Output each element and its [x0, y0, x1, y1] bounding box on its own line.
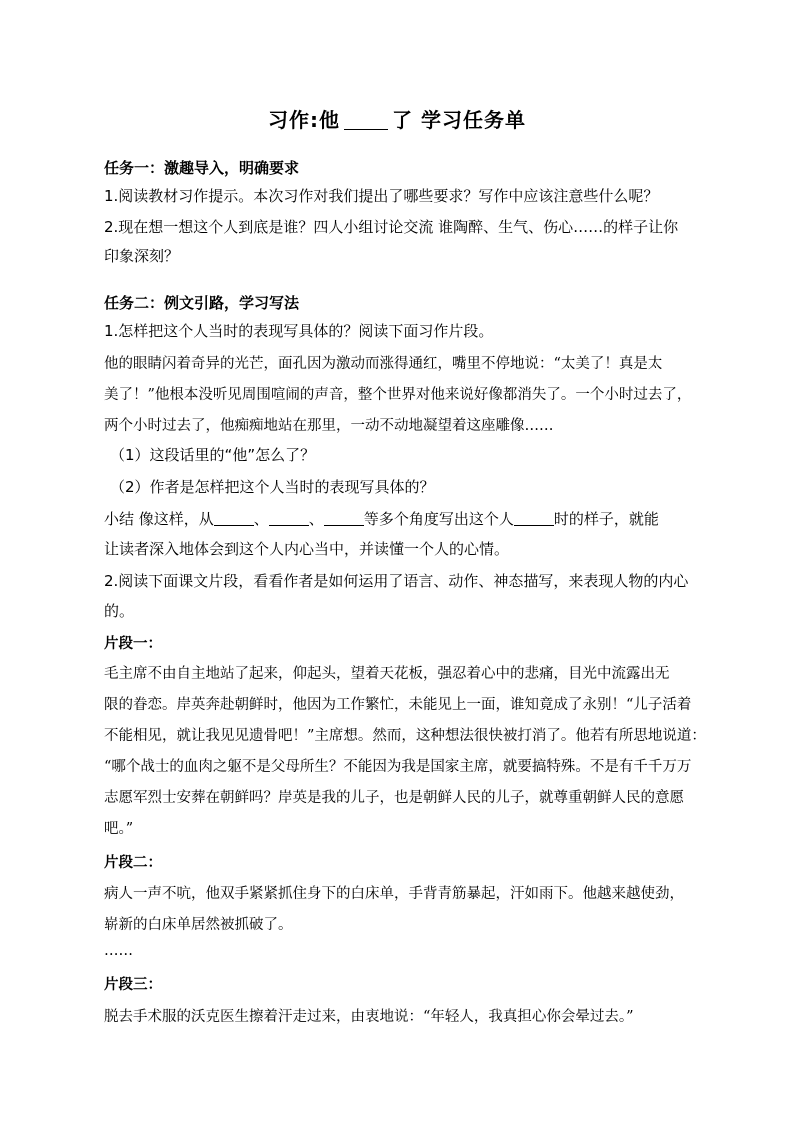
fill-blank[interactable]	[324, 511, 364, 526]
excerpt1-line: 吧。”	[104, 821, 134, 837]
task2-item2-line2: 的。	[104, 602, 135, 620]
fill-blank[interactable]	[269, 511, 309, 526]
excerpt3-label: 片段三：	[104, 976, 162, 993]
title-suffix: 了 学习任务单	[392, 108, 526, 132]
excerpt1-line: 限的眷恋。岸英奔赴朝鲜时，他因为工作繁忙，未能见上一面，谁知竟成了永别！“儿子活着	[104, 697, 692, 713]
summary-middle: 等多个角度写出这个人	[363, 510, 514, 528]
task2-item1: 1.怎样把这个人当时的表现写具体的？阅读下面习作片段。	[104, 322, 494, 340]
excerpt2-line: 病人一声不吭，他双手紧紧抓住身下的白床单，手背青筋暴起，汗如雨下。他越来越使劲，	[104, 886, 684, 902]
ellipsis: ……	[104, 943, 133, 959]
task2-heading: 任务二：例文引路，学习写法	[104, 294, 300, 312]
summary-line	[104, 508, 659, 529]
task1-item1: 1.阅读教材习作提示。本次习作对我们提出了哪些要求？写作中应该注意些什么呢？	[104, 187, 659, 205]
summary-start: 小结 像这样，从	[104, 510, 214, 528]
summary-end: 时的样子，就能	[553, 510, 659, 528]
excerpt1-line: 不能相见，就让我见见遗骨吧！”主席想。然而，这种想法很快被打消了。他若有所思地说道：	[104, 728, 706, 744]
question-1: （1）这段话里的“他”怎么了？	[110, 446, 316, 464]
fill-blank[interactable]	[214, 511, 254, 526]
excerpt2-label: 片段二：	[104, 854, 162, 871]
summary-line-2: 让读者深入地体会到这个人内心当中，并读懂一个人的心情。	[104, 540, 510, 558]
summary-separator: 、	[253, 510, 269, 528]
excerpt3-line: 脱去手术服的沃克医生擦着汗走过来，由衷地说：“年轻人，我真担心你会晕过去。”	[104, 1009, 634, 1025]
title-blank	[344, 111, 388, 130]
question-2: （2）作者是怎样把这个人当时的表现写具体的？	[110, 478, 435, 496]
title-prefix: 习作:他	[268, 108, 341, 132]
task1-heading: 任务一：激趣导入，明确要求	[104, 159, 300, 177]
task1-item2-line1: 2.现在想一想这个人到底是谁？四人小组讨论交流 谁陶醉、生气、伤心……的样子让你	[104, 218, 679, 236]
fill-blank[interactable]	[514, 511, 554, 526]
task1-item2-line2: 印象深刻？	[104, 247, 180, 265]
passage-line: 美了！”他根本没听见周围喧闹的声音，整个世界对他来说好像都消失了。一个小时过去了，	[104, 387, 692, 403]
excerpt1-line: 志愿军烈士安葬在朝鲜吗？岸英是我的儿子，也是朝鲜人民的儿子，就尊重朝鲜人民的意愿	[104, 790, 684, 806]
passage-line: 两个小时过去了，他痴痴地站在那里，一动不动地凝望着这座雕像……	[104, 418, 554, 434]
excerpt1-line: “哪个战士的血肉之躯不是父母所生？不能因为我是国家主席，就要搞特殊。不是有千千万万	[104, 759, 692, 775]
excerpt1-label: 片段一：	[104, 635, 162, 652]
excerpt1-line: 毛主席不由自主地站了起来，仰起头，望着天花板，强忍着心中的悲痛，目光中流露出无	[104, 666, 670, 682]
passage-line: 他的眼睛闪着奇异的光芒，面孔因为激动而涨得通红，嘴里不停地说：“太美了！真是太	[104, 356, 663, 372]
summary-separator: 、	[308, 510, 324, 528]
page-title	[0, 104, 794, 133]
task2-item2-line1: 2.阅读下面课文片段，看看作者是如何运用了语言、动作、神态描写，来表现人物的内心	[104, 572, 689, 590]
excerpt2-line: 崭新的白床单居然被抓破了。	[104, 917, 293, 933]
